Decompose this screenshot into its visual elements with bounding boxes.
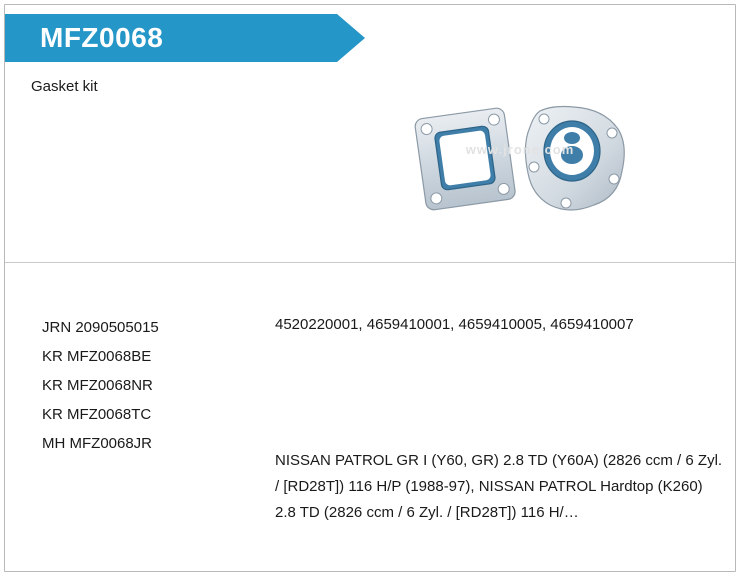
list-item: KR MFZ0068NR	[42, 377, 153, 394]
vehicle-applications-text: NISSAN PATROL GR I (Y60, GR) 2.8 TD (Y60A) (2826 ccm / 6 Zyl. / [RD28T]) 116 H/P (1988-97), NISSAN PATROL Hardtop (K260) 2.8 TD (2826 ccm / 6 Zyl. / [RD28T]) 116 H/…	[275, 452, 723, 521]
section-divider	[5, 262, 735, 263]
list-item: KR MFZ0068TC	[42, 406, 152, 423]
oe-numbers-text: 4520220001, 4659410001, 4659410005, 4659410007	[275, 316, 634, 333]
header-banner	[5, 14, 365, 62]
internal-codes-list	[42, 313, 257, 458]
gasket-kit-illustration-icon	[410, 95, 650, 230]
list-item: JRN 2090505015	[42, 319, 159, 336]
page-title: MFZ0068	[40, 22, 164, 53]
product-category-label: Gasket kit	[31, 78, 98, 95]
list-item: MH MFZ0068JR	[42, 435, 153, 452]
watermark-text: www.jrone.com	[465, 142, 575, 157]
list-item: KR MFZ0068BE	[42, 348, 152, 365]
product-photo	[410, 95, 650, 230]
